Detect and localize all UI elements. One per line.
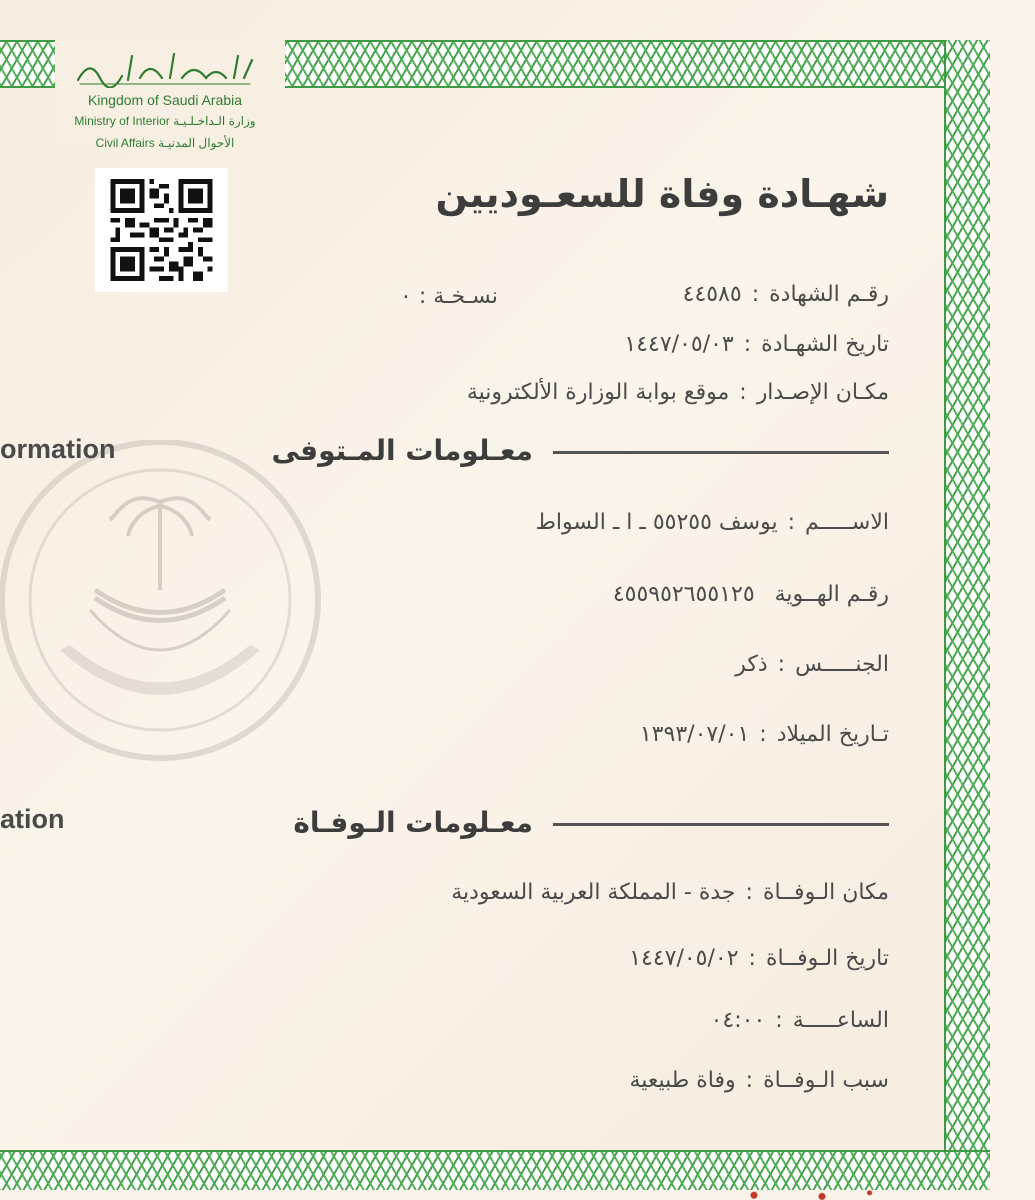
separator: : xyxy=(748,946,756,971)
copy-number xyxy=(400,284,498,309)
separator: : xyxy=(739,380,747,405)
certificate-number-row xyxy=(683,282,889,307)
separator: : xyxy=(759,722,767,747)
section-divider xyxy=(553,451,889,454)
separator: : xyxy=(787,510,796,535)
separator: : xyxy=(777,652,786,677)
deceased-section-title: معـلومات المـتوفى xyxy=(271,434,533,467)
red-text-fragment xyxy=(720,1188,890,1200)
death-time-row xyxy=(711,1008,889,1033)
name-value: يوسف ٥٥٢٥٥ ـ ا ـ السواط xyxy=(535,510,778,535)
death-section-title: معـلومات الـوفـاة xyxy=(293,806,533,839)
death-place-row xyxy=(451,880,889,905)
qr-code-icon xyxy=(108,179,215,281)
death-time-value: ٠٤:٠٠ xyxy=(710,1008,766,1033)
separator: : xyxy=(418,284,427,309)
issue-place-value: موقع بوابة الوزارة الألكترونية xyxy=(466,380,730,405)
copy-value: ٠ xyxy=(400,284,412,309)
section-divider xyxy=(553,823,889,826)
ministry-seal-icon xyxy=(0,440,360,770)
certificate-number-value: ٤٤٥٨٥ xyxy=(682,282,742,307)
qr-code[interactable] xyxy=(95,168,228,292)
separator: : xyxy=(775,1008,783,1033)
death-section-en: ation xyxy=(0,804,65,834)
death-date-row xyxy=(629,946,889,971)
name-label: الاســـــم xyxy=(805,510,889,535)
death-cause-label: سبب الـوفــاة xyxy=(763,1068,889,1093)
gender-row xyxy=(735,652,889,677)
dob-label: تـاريخ الميلاد xyxy=(776,722,889,747)
name-row xyxy=(536,510,889,535)
separator: : xyxy=(743,332,752,357)
arabic-calligraphy-logo-icon xyxy=(70,48,260,88)
death-place-label: مكان الـوفــاة xyxy=(762,880,889,905)
dob-value: ١٣٩٣/٠٧/٠١ xyxy=(639,722,750,747)
deceased-section-heading xyxy=(271,434,889,467)
svg-text:المملكة العربية السعودية: المملكة العربية السعودية xyxy=(70,48,81,49)
deceased-section-en: ormation xyxy=(0,434,116,464)
separator: : xyxy=(745,1068,754,1093)
certificate-date-value: ١٤٤٧/٠٥/٠٣ xyxy=(624,332,734,357)
kingdom-logo xyxy=(60,48,260,88)
dob-row xyxy=(640,722,889,747)
death-time-label: الساعـــــة xyxy=(792,1008,889,1033)
death-cause-value: وفاة طبيعية xyxy=(629,1068,736,1093)
death-section-heading xyxy=(293,806,889,839)
kingdom-name-en: Kingdom of Saudi Arabia xyxy=(87,92,243,108)
separator: : xyxy=(745,880,753,905)
ministry-name: Ministry of Interior وزارة الـداخـلـيـة xyxy=(74,114,256,128)
death-date-value: ١٤٤٧/٠٥/٠٢ xyxy=(629,946,739,971)
issue-place-row xyxy=(467,380,889,405)
death-cause-row xyxy=(629,1068,889,1093)
certificate-date-row xyxy=(624,332,889,357)
outer-margin xyxy=(990,0,1035,1200)
guilloche-border-right xyxy=(944,40,992,1190)
id-value: ٤٥٥٩٥٢٦٥٥١٢٥ xyxy=(612,582,755,607)
gender-label: الجنـــــس xyxy=(795,652,889,677)
separator: : xyxy=(751,282,760,307)
certificate-title: شهـادة وفاة للسعـوديين xyxy=(435,172,889,216)
death-date-label: تاريخ الـوفــاة xyxy=(765,946,889,971)
civil-affairs-name: Civil Affairs الأحوال المدنيـة xyxy=(95,136,235,150)
issue-place-label: مكـان الإصـدار xyxy=(756,380,889,405)
id-label: رقـم الهــوية xyxy=(774,582,889,607)
copy-label: نسـخـة xyxy=(433,284,498,309)
certificate-number-label: رقـم الشهادة xyxy=(769,282,889,307)
gender-value: ذكر xyxy=(735,652,768,677)
id-row xyxy=(613,582,889,607)
certificate-date-label: تاريخ الشهـادة xyxy=(761,332,889,357)
death-place-value: جدة - المملكة العربية السعودية xyxy=(451,880,736,905)
